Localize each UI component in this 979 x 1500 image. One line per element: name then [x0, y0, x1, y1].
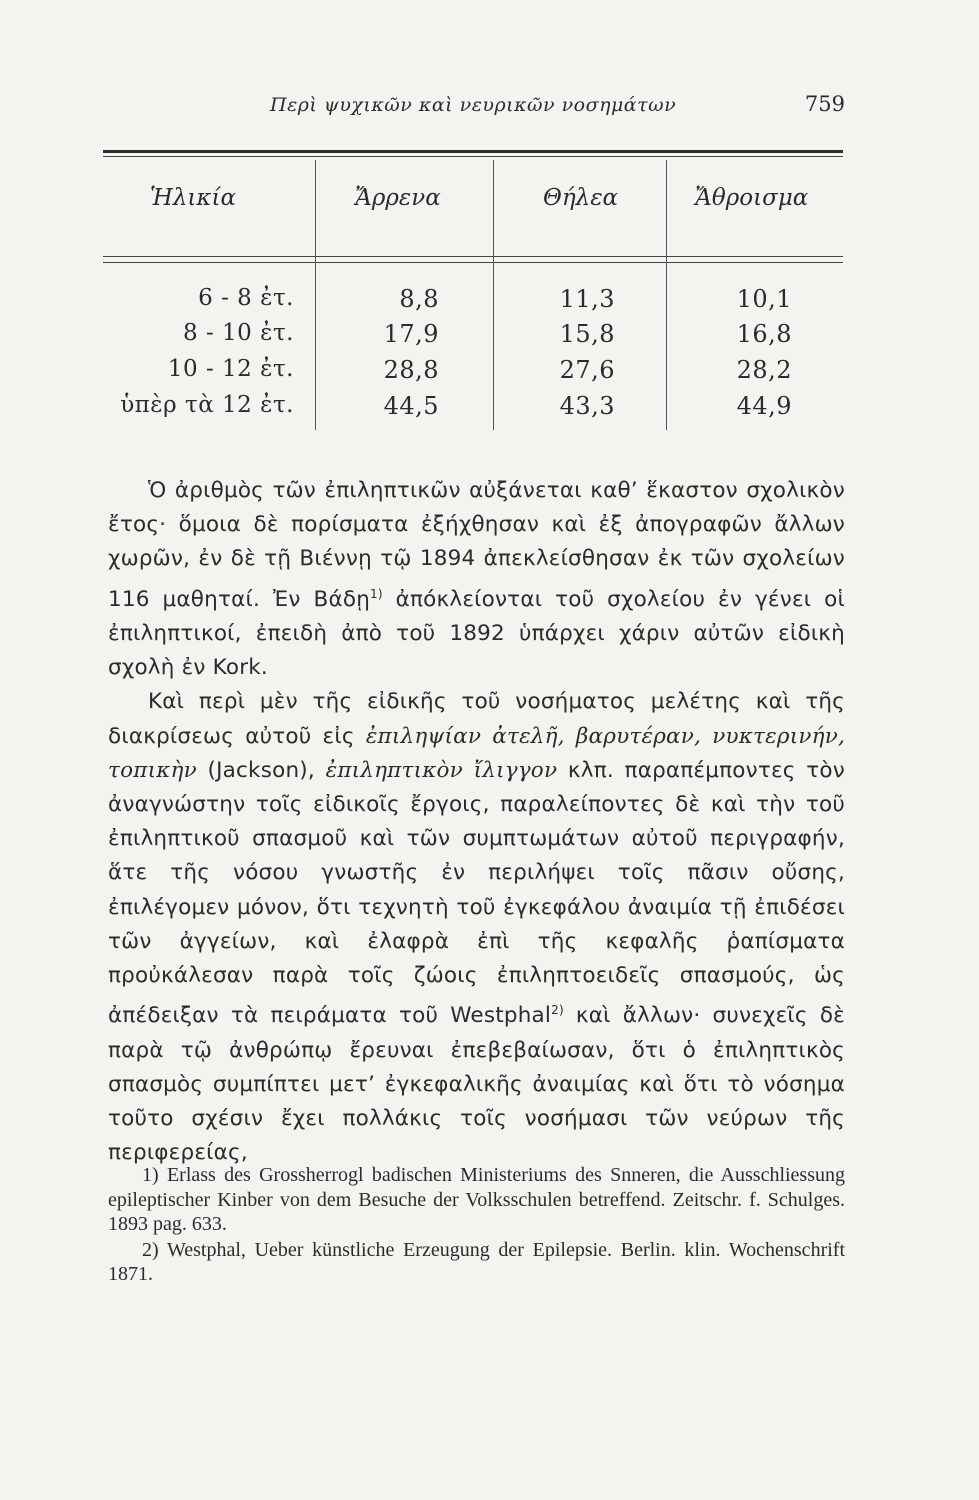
column-header-male: Ἄρρενα: [355, 185, 441, 211]
footnotes: [108, 1163, 845, 1288]
footnote-ref-2: 2): [551, 1003, 564, 1018]
cell-age: 8 - 10 ἐτ.: [183, 320, 294, 346]
cell-female: 11,3: [559, 285, 615, 313]
column-header-female: Θήλεα: [543, 185, 619, 211]
table-header-rule: [103, 256, 843, 257]
table-top-rule-thin: [103, 156, 843, 157]
cell-female: 15,8: [559, 320, 615, 348]
italic-term: ἐπιληπτικὸν ἴλιγγον: [325, 757, 558, 783]
cell-total: 44,9: [736, 392, 792, 420]
table-column-divider: [666, 160, 667, 430]
cell-male: 8,8: [399, 285, 439, 313]
footnote-1: 1) Erlass des Grossherrogl badischen Ministeriums des Snneren, die Ausschliessung epileptischer Kinber von dem Besuche der Volksschulen betreffend. Zeitschr. f. Schulges. 1893 pag. 633.: [108, 1164, 845, 1235]
cell-total: 10,1: [736, 285, 792, 313]
cell-male: 28,8: [383, 356, 439, 384]
text-run: Καὶ περὶ μὲν τῆς εἰδικῆς τοῦ νοσήματος μελέτης καὶ τῆς διακρίσεως αὐτοῦ εἰς: [108, 689, 845, 749]
cell-female: 43,3: [559, 392, 615, 420]
text-run: (Jackson),: [196, 757, 326, 783]
cell-age: 6 - 8 ἐτ.: [198, 285, 294, 311]
table-header-rule-thin: [103, 262, 843, 263]
text-run: κλπ. παραπέμποντες τὸν ἀναγνώστην τοῖς εἰδικοῖς ἔργοις, παραλείποντες δὲ καὶ τὴν τοῦ ἐπιληπτικοῦ σπασμοῦ καὶ τῶν συμπτωμάτων αὐτοῦ περιγραφήν, ἅτε τῆς νόσου γνωστῆς ἐν περιλήψει τοῖς πᾶσιν οὔσης, ἐπιλέγομεν μόνον, ὅτι τεχνητὴ τοῦ ἐγκεφάλου ἀναιμία τῇ ἐπιδέσει τῶν ἀγγείων, καὶ ἐλαφρὰ ἐπὶ τῆς κεφαλῆς ῥαπίσματα προὐκάλεσαν παρὰ τοῖς ζώοις ἐπιληπτοειδεῖς σπασμούς, ὡς ἀπέδειξαν τὰ πειράματα τοῦ Westphal: [108, 757, 845, 1029]
table-column-divider: [493, 160, 494, 430]
cell-total: 16,8: [736, 320, 792, 348]
cell-age: ὑπὲρ τὰ 12 ἐτ.: [120, 392, 294, 418]
body-text: [108, 474, 845, 1170]
paragraph: [108, 685, 845, 1170]
page-number: 759: [804, 92, 845, 116]
cell-female: 27,6: [559, 356, 615, 384]
paragraph: [108, 474, 845, 685]
column-header-total: Ἄθροισμα: [695, 185, 809, 211]
column-header-age: Ἡλικία: [150, 185, 237, 211]
cell-male: 17,9: [383, 320, 439, 348]
table-top-rule: [103, 150, 843, 153]
cell-total: 28,2: [736, 356, 792, 384]
cell-age: 10 - 12 ἐτ.: [167, 356, 294, 382]
text-run: Ὁ ἀριθμὸς τῶν ἐπιληπτικῶν αὐξάνεται καθ’ ἕκαστον σχολικὸν ἔτος· ὅμοια δὲ πορίσματα ἐξήχθησαν καὶ ἐξ ἀπογραφῶν ἄλλων χωρῶν, ἐν δὲ τῇ Βιέννῃ τῷ 1894 ἀπεκλείσθησαν ἐκ τῶν σχολείων 116 μαθηταί. Ἐν Βάδῃ: [108, 478, 845, 612]
running-header: Περὶ ψυχικῶν καὶ νευρικῶν νοσημάτων: [270, 94, 677, 116]
footnote-ref-1: 1): [370, 586, 383, 601]
footnote-2: 2) Westphal, Ueber künstliche Erzeugung der Epilepsie. Berlin. klin. Wochenschrift 1871.: [108, 1238, 845, 1285]
text-run: καὶ ἄλλων· συνεχεῖς δὲ παρὰ τῷ ἀνθρώπῳ ἔρευναι ἐπεβεβαίωσαν, ὅτι ὁ ἐπιληπτικὸς σπασμὸς συμπίπτει μετ’ ἐγκεφαλικῆς ἀναιμίας καὶ ὅτι τὸ νόσημα τοῦτο σχέσιν ἔχει πολλάκις τοῖς νοσήμασι τῶν νεύρων τῆς περιφερείας,: [108, 1003, 846, 1166]
text-run: ἀπόκλείονται τοῦ σχολείου ἐν γένει οἱ ἐπιληπτικοί, ἐπειδὴ ἀπὸ τοῦ 1892 ὑπάρχει χάριν αὐτῶν εἰδικὴ σχολὴ ἐν Kork.: [108, 586, 845, 681]
cell-male: 44,5: [383, 392, 439, 420]
italic-term: ἐπιληψίαν ἀτελῆ, βαρυτέραν, νυκτερινήν, τοπικὴν: [108, 723, 846, 783]
